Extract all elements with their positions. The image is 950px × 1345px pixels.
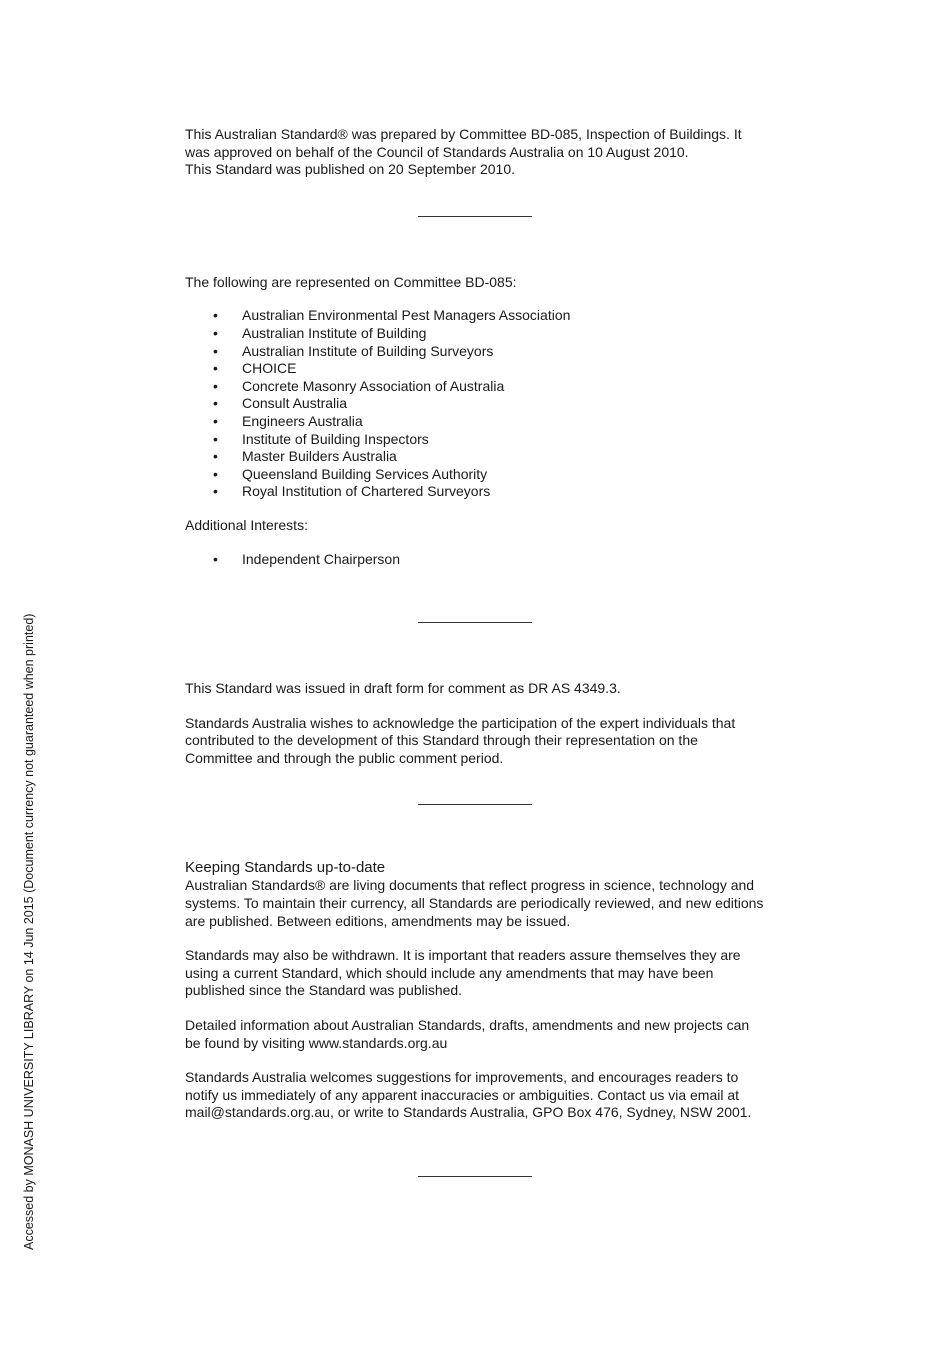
access-watermark-note: Accessed by MONASH UNIVERSITY LIBRARY on 14 Jun 2015 (Document currency not guaranteed when printed) bbox=[22, 613, 36, 1250]
intro-paragraph bbox=[185, 126, 785, 179]
intro-line: This Australian Standard® was prepared by Committee BD-085, Inspection of Buildings. It bbox=[185, 126, 742, 142]
list-item: • Royal Institution of Chartered Surveyors bbox=[185, 483, 785, 501]
section-divider bbox=[418, 804, 532, 805]
list-item: • CHOICE bbox=[185, 360, 785, 378]
paragraph-line: using a current Standard, which should include any amendments that may have been bbox=[185, 964, 714, 981]
page-content bbox=[185, 126, 785, 1177]
paragraph-line: Standards may also be withdrawn. It is important that readers assure themselves they are bbox=[185, 947, 741, 964]
uptodate-paragraph-3 bbox=[185, 1017, 785, 1052]
committee-heading: The following are represented on Committee BD-085: bbox=[185, 273, 517, 290]
paragraph-line: be found by visiting www.standards.org.au bbox=[185, 1034, 448, 1051]
list-item: • Australian Environmental Pest Managers Association bbox=[185, 307, 785, 325]
list-item: • Consult Australia bbox=[185, 395, 785, 413]
paragraph-line: systems. To maintain their currency, all Standards are periodically reviewed, and new editions bbox=[185, 895, 764, 912]
paragraph-line: published since the Standard was published. bbox=[185, 982, 463, 999]
paragraph-line: are published. Between editions, amendments may be issued. bbox=[185, 912, 571, 929]
section-divider bbox=[418, 622, 532, 623]
paragraph-line: Australian Standards® are living documents that reflect progress in science, technology and bbox=[185, 877, 755, 894]
list-item: • Queensland Building Services Authority bbox=[185, 466, 785, 484]
ack-line: Standards Australia wishes to acknowledge the participation of the expert individuals that bbox=[185, 714, 736, 731]
acknowledgement-paragraph bbox=[185, 715, 785, 768]
ack-line: contributed to the development of this Standard through their representation on the bbox=[185, 732, 698, 749]
intro-line: was approved on behalf of the Council of Standards Australia on 10 August 2010. bbox=[185, 143, 689, 160]
ack-line: Committee and through the public comment period. bbox=[185, 749, 504, 766]
keeping-up-to-date-heading: Keeping Standards up-to-date bbox=[185, 859, 386, 877]
draft-notice: This Standard was issued in draft form for comment as DR AS 4349.3. bbox=[185, 680, 621, 697]
list-item: • Australian Institute of Building bbox=[185, 325, 785, 343]
section-divider bbox=[418, 216, 532, 217]
list-item: • Concrete Masonry Association of Australia bbox=[185, 378, 785, 396]
section-divider bbox=[418, 1176, 532, 1177]
paragraph-line: Detailed information about Australian Standards, drafts, amendments and new projects can bbox=[185, 1017, 750, 1034]
paragraph-line: mail@standards.org.au, or write to Standards Australia, GPO Box 476, Sydney, NSW 2001. bbox=[185, 1104, 752, 1121]
uptodate-paragraph-2 bbox=[185, 947, 785, 1000]
additional-interests-heading: Additional Interests: bbox=[185, 516, 308, 533]
paragraph-line: Standards Australia welcomes suggestions for improvements, and encourages readers to bbox=[185, 1069, 739, 1086]
uptodate-paragraph-1 bbox=[185, 877, 785, 930]
list-item: • Australian Institute of Building Surveyors bbox=[185, 343, 785, 361]
intro-line: This Standard was published on 20 September 2010. bbox=[185, 161, 515, 178]
committee-member-list bbox=[185, 307, 785, 501]
additional-interests-list bbox=[185, 551, 785, 569]
paragraph-line: notify us immediately of any apparent inaccuracies or ambiguities. Contact us via email at bbox=[185, 1086, 740, 1103]
list-item: • Engineers Australia bbox=[185, 413, 785, 431]
list-item: • Institute of Building Inspectors bbox=[185, 431, 785, 449]
list-item: • Master Builders Australia bbox=[185, 448, 785, 466]
list-item: • Independent Chairperson bbox=[185, 551, 785, 569]
uptodate-paragraph-4 bbox=[185, 1069, 785, 1122]
